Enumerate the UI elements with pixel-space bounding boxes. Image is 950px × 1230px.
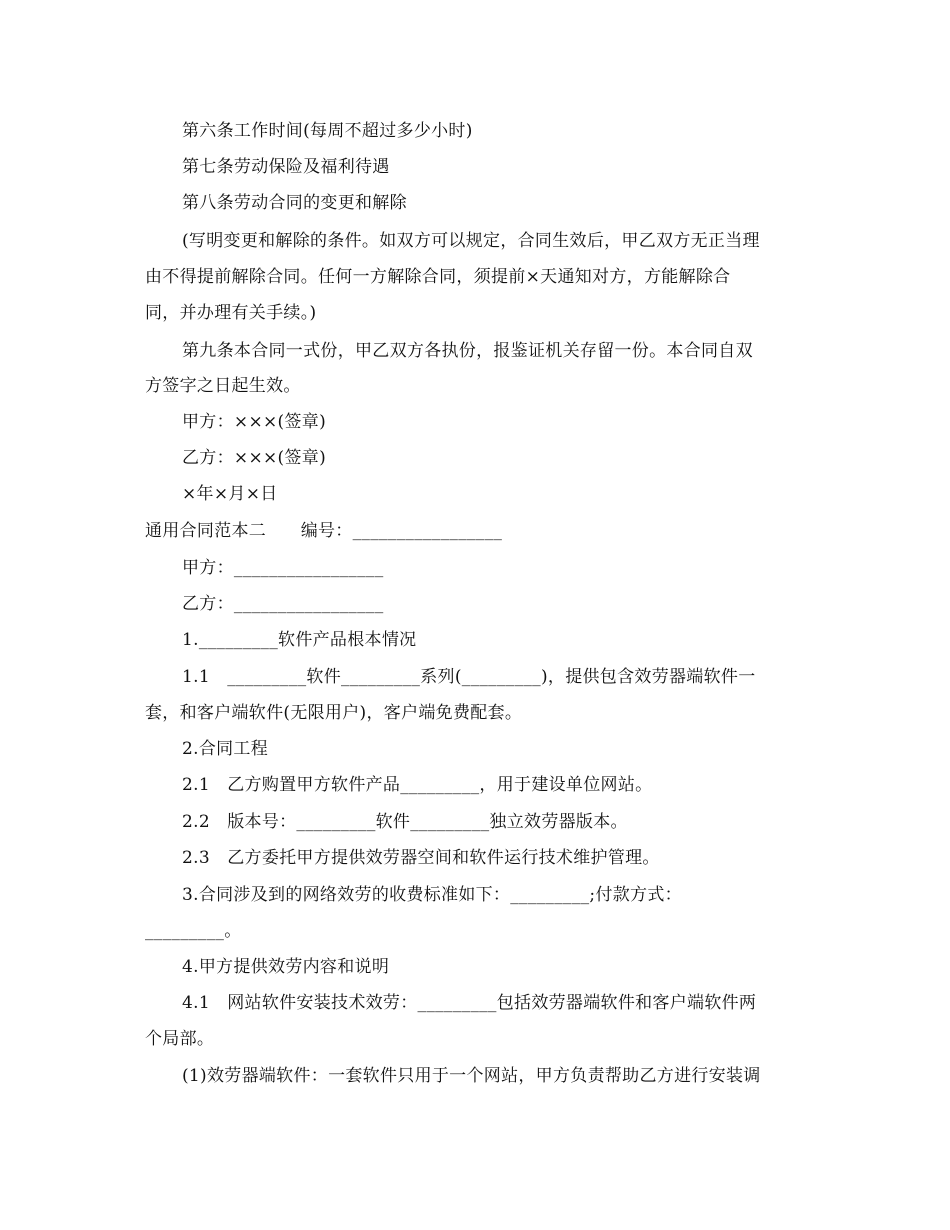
article-6-heading: 第六条工作时间(每周不超过多少小时) [182, 121, 473, 141]
section-4-heading: 4.甲方提供效劳内容和说明 [182, 957, 390, 977]
template-2-title: 通用合同范本二 编号：_________________ [145, 521, 503, 541]
section-1-1-line-1: 1.1 _________软件_________系列(_________)，提供包含效劳器端软件一 [182, 667, 756, 687]
signing-date: ×年×月×日 [182, 484, 278, 504]
party-a-signature: 甲方：×××(签章) [182, 412, 326, 432]
article-8-note-line-1: (写明变更和解除的条件。如双方可以规定，合同生效后，甲乙双方无正当理 [182, 231, 760, 251]
section-2-1: 2.1 乙方购置甲方软件产品_________，用于建设单位网站。 [182, 775, 653, 795]
section-4-1-line-2: 个局部。 [145, 1029, 215, 1049]
section-4-1-line-1: 4.1 网站软件安装技术效劳：_________包括效劳器端软件和客户端软件两 [182, 993, 757, 1013]
section-1-1-line-2: 套，和客户端软件(无限用户)，客户端免费配套。 [145, 703, 523, 723]
section-2-2: 2.2 版本号：_________软件_________独立效劳器版本。 [182, 812, 628, 832]
article-8-note-line-2: 由不得提前解除合同。任何一方解除合同，须提前×天通知对方，方能解除合 [145, 267, 731, 287]
section-2-3: 2.3 乙方委托甲方提供效劳器空间和软件运行技术维护管理。 [182, 848, 660, 868]
section-2-heading: 2.合同工程 [182, 739, 269, 759]
section-4-1-item-1: (1)效劳器端软件：一套软件只用于一个网站，甲方负责帮助乙方进行安装调 [182, 1066, 761, 1086]
party-b-field: 乙方：_________________ [182, 594, 384, 614]
article-9-line-2: 方签字之日起生效。 [145, 376, 301, 396]
section-1-heading: 1._________软件产品根本情况 [182, 630, 417, 650]
party-b-signature: 乙方：×××(签章) [182, 448, 326, 468]
article-9-line-1: 第九条本合同一式份，甲乙双方各执份，报鉴证机关存留一份。本合同自双 [182, 341, 753, 361]
party-a-field: 甲方：_________________ [182, 558, 384, 578]
section-3-line-1: 3.合同涉及到的网络效劳的收费标准如下：_________;付款方式： [182, 885, 682, 905]
article-8-heading: 第八条劳动合同的变更和解除 [182, 193, 407, 213]
article-8-note-line-3: 同，并办理有关手续。) [145, 303, 317, 323]
section-3-line-2: _________。 [145, 921, 242, 941]
article-7-heading: 第七条劳动保险及福利待遇 [182, 157, 390, 177]
